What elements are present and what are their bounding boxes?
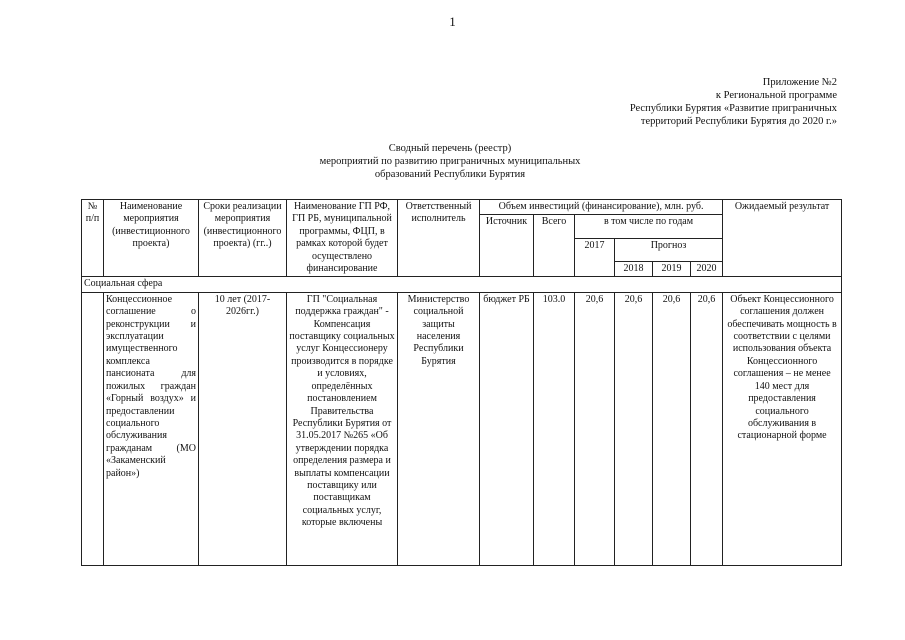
- header-year-2018: 2018: [615, 262, 653, 277]
- header-name: Наименование мероприятия (инвестиционного проекта): [104, 200, 199, 277]
- title-line-1: Сводный перечень (реестр): [388, 143, 512, 154]
- header-num: № п/п: [82, 200, 104, 277]
- title-line-2: мероприятий по развитию приграничных муниципальных: [319, 156, 581, 167]
- section-title: Социальная сфера: [82, 277, 842, 292]
- cell-expected-result: Объект Концессионного соглашения должен обеспечивать мощность в соответствии с целями использования объекта Концессионного соглашения – не менее 140 мест для предоставления социального обслуживания в стационарной форме: [723, 292, 842, 565]
- header-row-1: [82, 200, 842, 215]
- appendix-line-4: территорий Республики Бурятия до 2020 г.»: [640, 116, 837, 127]
- header-program: Наименование ГП РФ, ГП РБ, муниципальной программы, ФЦП, в рамках которой будет осуществлено финансирование: [287, 200, 398, 277]
- appendix-line-2: к Региональной программе: [715, 90, 837, 101]
- table-row: [82, 292, 842, 565]
- header-year-2020: 2020: [691, 262, 723, 277]
- cell-source: бюджет РБ: [480, 292, 534, 565]
- header-total: Всего: [534, 215, 575, 277]
- cell-num: [82, 292, 104, 565]
- header-executor: Ответственный исполнитель: [398, 200, 480, 277]
- header-expected-result: Ожидаемый результат: [723, 200, 842, 277]
- header-forecast: Прогноз: [615, 238, 723, 261]
- cell-total: 103.0: [534, 292, 575, 565]
- header-terms: Сроки реализации мероприятия (инвестиционного проекта) (гг..): [199, 200, 287, 277]
- cell-2019: 20,6: [653, 292, 691, 565]
- cell-program: ГП "Социальная поддержка граждан" - Компенсация поставщику социальных услуг Концессионеру производится в порядке и условиях, определённых постановлением Правительства Республики Бурятия от 31.05.2017 №265 «Об утверждении порядка определения размера и выплаты компенсации поставщику или поставщикам социальных услуг, которые включены: [287, 292, 398, 565]
- cell-terms: 10 лет (2017-2026гг.): [199, 292, 287, 565]
- appendix-header: [630, 76, 837, 128]
- header-sources: Источник: [480, 215, 534, 277]
- cell-executor: Министерство социальной защиты населения Республики Бурятия: [398, 292, 480, 565]
- header-year-2017: 2017: [575, 238, 615, 277]
- header-by-years: в том числе по годам: [575, 215, 723, 238]
- registry-table: [81, 199, 842, 566]
- appendix-line-3: Республики Бурятия «Развитие приграничных: [629, 103, 837, 114]
- document-title: [270, 142, 630, 181]
- page-number: 1: [449, 14, 456, 29]
- header-year-2019: 2019: [653, 262, 691, 277]
- cell-2017: 20,6: [575, 292, 615, 565]
- header-investments: Объем инвестиций (финансирование), млн. руб.: [480, 200, 723, 215]
- cell-2020: 20,6: [691, 292, 723, 565]
- cell-name: Концессионное соглашение о реконструкции и эксплуатации имущественного комплекса пансионата для пожилых граждан «Горный воздух» и предоставлении социального обслуживания гражданам (МО «Закаменский район»): [104, 292, 199, 565]
- title-line-3: образований Республики Бурятия: [374, 169, 526, 180]
- cell-2018: 20,6: [615, 292, 653, 565]
- appendix-line-1: Приложение №2: [762, 77, 837, 88]
- section-row: [82, 277, 842, 292]
